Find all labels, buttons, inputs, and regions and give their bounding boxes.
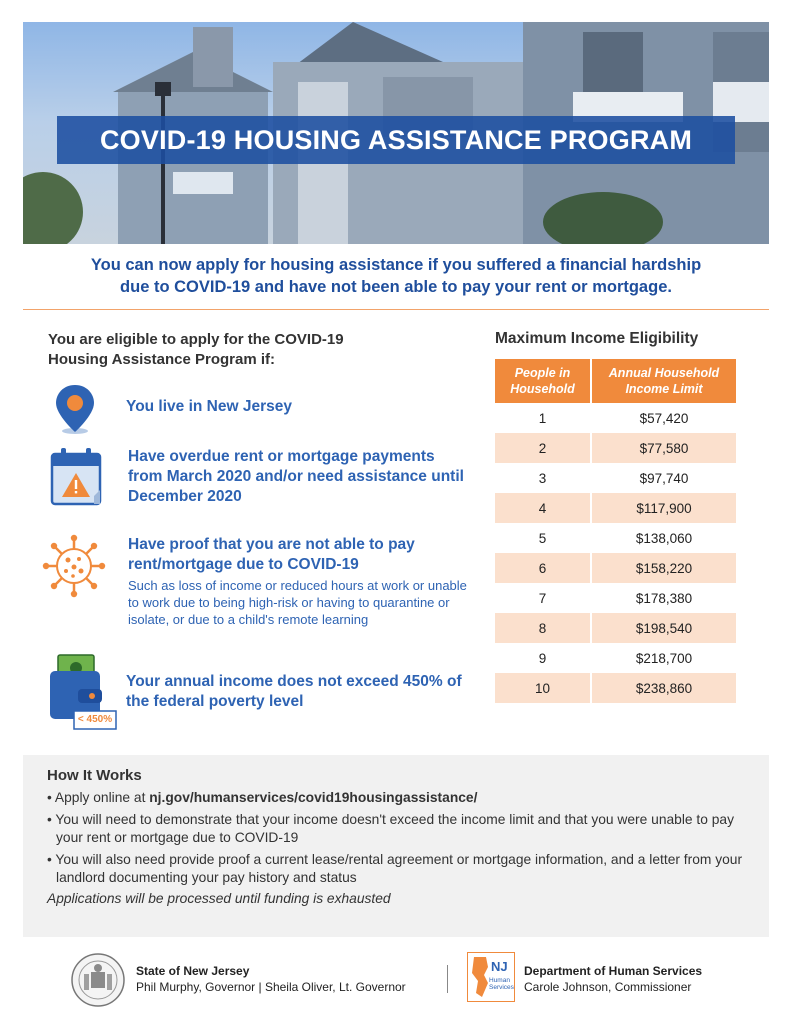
intro-line-2: due to COVID-19 and have not been able to pay your rent or mortgage. <box>120 278 672 296</box>
criterion-residency <box>48 383 468 435</box>
criterion-text: Have proof that you are not able to pay rent/mortgage due to COVID-19 <box>128 536 415 573</box>
logo-sub-text: Human Services <box>489 977 514 991</box>
people-cell: 1 <box>495 403 591 433</box>
intro-text <box>23 254 769 298</box>
logo-nj-text: NJ <box>491 959 508 974</box>
people-cell: 10 <box>495 673 591 703</box>
calendar-warning-icon <box>48 446 106 513</box>
criterion-hardship-proof <box>48 533 468 645</box>
table-row <box>495 613 736 643</box>
people-cell: 4 <box>495 493 591 523</box>
table-row <box>495 493 736 523</box>
state-name: State of New Jersey <box>136 964 250 978</box>
program-title: COVID-19 HOUSING ASSISTANCE PROGRAM <box>99 124 693 155</box>
people-cell: 2 <box>495 433 591 463</box>
criterion-overdue-payments <box>48 446 468 510</box>
footer-department-info <box>524 963 702 995</box>
footer <box>0 945 792 1015</box>
people-cell: 7 <box>495 583 591 613</box>
intro-line-1: You can now apply for housing assistance if you suffered a financial hardship <box>90 256 702 274</box>
program-title-banner <box>57 116 735 164</box>
income-heading: Maximum Income Eligibility <box>495 330 699 347</box>
people-cell: 3 <box>495 463 591 493</box>
hero-image <box>23 22 769 244</box>
criterion-text: Have overdue rent or mortgage payments from March 2020 and/or need assistance until December 2020 <box>128 448 464 505</box>
limit-cell: $178,380 <box>635 590 693 606</box>
footer-divider <box>447 965 448 993</box>
limit-cell: $117,900 <box>591 493 736 523</box>
table-row <box>495 433 736 463</box>
table-row <box>495 463 736 493</box>
limit-cell: $218,700 <box>635 650 693 666</box>
limit-cell: $238,860 <box>591 673 736 703</box>
virus-icon <box>48 533 106 603</box>
eligibility-heading-line-1: You are eligible to apply for the COVID-19 <box>48 331 344 348</box>
table-row <box>495 583 736 613</box>
table-row <box>495 673 736 703</box>
criterion-income-limit <box>48 653 468 725</box>
commissioner-name: Carole Johnson, Commissioner <box>524 980 692 994</box>
limit-cell: $158,220 <box>591 553 736 583</box>
criterion-text: Your annual income does not exceed 450% of the federal poverty level <box>126 673 462 710</box>
people-cell: 5 <box>495 523 591 553</box>
list-item <box>47 789 745 807</box>
criterion-detail: Such as loss of income or reduced hours at work or unable to work due to being high-risk or having to quarantine or isolate, or due to a child's remote learning <box>128 578 467 627</box>
eligibility-heading <box>48 330 408 370</box>
state-officials: Phil Murphy, Governor | Sheila Oliver, Lt. Governor <box>136 980 406 994</box>
eligibility-heading-line-2: Housing Assistance Program if: <box>48 351 275 368</box>
limit-cell: $198,540 <box>591 613 736 643</box>
limit-cell: $138,060 <box>635 530 693 546</box>
limit-cell: $97,740 <box>639 470 689 486</box>
list-item-prefix: • Apply online at <box>47 790 150 805</box>
section-divider <box>23 309 769 310</box>
list-item: • You will need to demonstrate that your income doesn't exceed the income limit and that you were unable to pay your rent or mortgage due to COVID-19 <box>47 812 734 845</box>
list-item: • You will also need provide proof a current lease/rental agreement or mortgage information, and a letter from your landlord documenting your pay history and status <box>47 852 743 885</box>
column-header-people: People in Household <box>495 359 591 403</box>
footer-state-info <box>136 963 406 995</box>
state-seal-icon <box>70 952 126 1013</box>
table-row <box>495 523 736 553</box>
nj-human-services-logo <box>467 952 515 1002</box>
location-pin-icon <box>48 383 98 442</box>
people-cell: 6 <box>495 553 591 583</box>
application-link[interactable]: nj.gov/humanservices/covid19housingassistance/ <box>149 790 478 805</box>
table-row <box>495 553 736 583</box>
column-header-limit: Annual Household Income Limit <box>591 359 736 403</box>
table-row <box>495 403 736 433</box>
income-badge: < 450% <box>77 714 113 725</box>
people-cell: 9 <box>495 643 591 673</box>
criterion-text: You live in New Jersey <box>126 398 292 415</box>
income-table <box>495 359 736 703</box>
income-table-header <box>495 359 736 403</box>
how-it-works-list <box>47 789 745 887</box>
department-name: Department of Human Services <box>524 964 703 978</box>
limit-cell: $77,580 <box>591 433 736 463</box>
funding-note: Applications will be processed until funding is exhausted <box>47 891 391 906</box>
how-it-works-heading: How It Works <box>47 767 142 784</box>
how-it-works-panel <box>23 755 769 937</box>
wallet-cash-icon <box>48 653 120 738</box>
limit-cell: $57,420 <box>639 410 689 426</box>
people-cell: 8 <box>495 613 591 643</box>
table-row <box>495 643 736 673</box>
